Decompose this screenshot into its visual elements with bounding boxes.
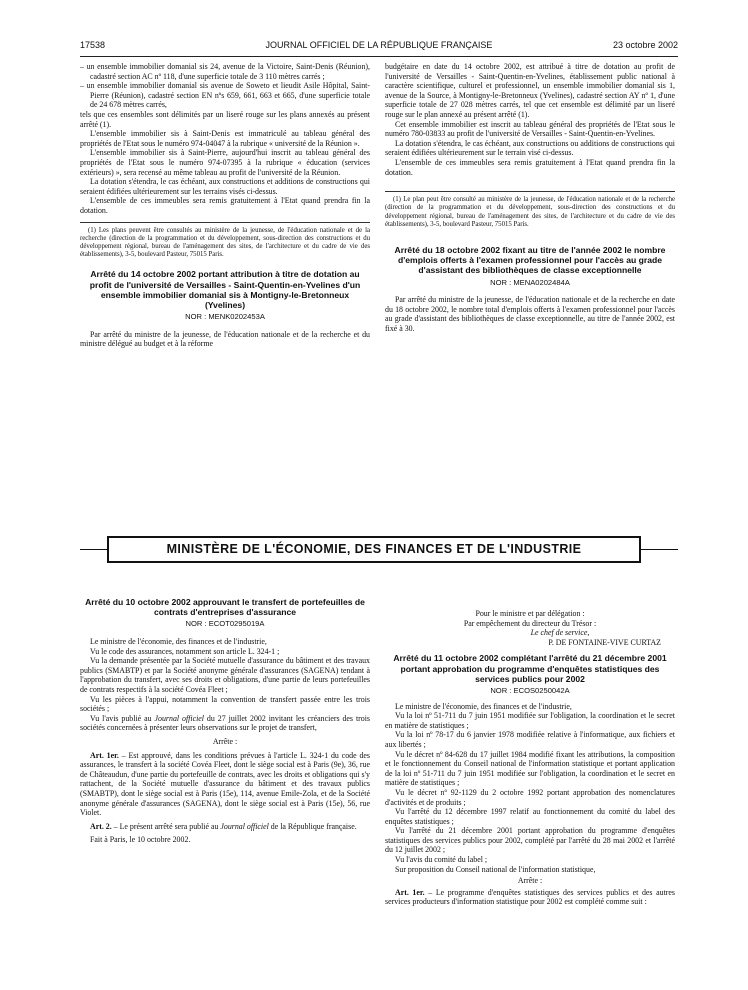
arrete-title: Arrêté du 10 octobre 2002 approuvant le transfert de portefeuilles de contrats d'entreprises d'assurance xyxy=(85,597,365,618)
text: – Le présent arrêté sera publié au xyxy=(111,821,221,831)
arrete-title: Arrêté du 11 octobre 2002 complétant l'arrêté du 21 décembre 2001 portant approbation du programme d'enquêtes statistiques des services publics pour 2002 xyxy=(393,653,667,684)
paragraph: L'ensemble immobilier sis à Saint-Pierre, aujourd'hui inscrit au tableau général des propriétés de l'Etat sous le numéro 974-07395 à la rubrique « éducation (services extérieurs) », sera recensé au même tableau au profit de l'université de la Réunion. xyxy=(80,148,370,177)
page-header xyxy=(80,40,678,54)
journal-title: JOURNAL OFFICIEL DE LA RÉPUBLIQUE FRANÇAISE xyxy=(265,40,493,50)
page-number: 17538 xyxy=(80,40,106,50)
paragraph: Vu l'arrêté du 21 décembre 2001 portant approbation du programme d'enquêtes statistiques des services publics pour 2002, complété par l'arrêté du 28 mai 2002 et l'arrêté du 12 juillet 2002 ; xyxy=(385,826,675,855)
paragraph: Vu la loi nº 78-17 du 6 janvier 1978 modifiée relative à l'informatique, aux fichiers et aux libertés ; xyxy=(385,730,675,749)
article-1 xyxy=(80,751,370,818)
paragraph: Cet ensemble immobilier est inscrit au tableau général des propriétés de l'Etat sous le numéro 780-03833 au profit de l'université de Versailles - Saint-Quentin-en-Yvelines. xyxy=(385,119,675,139)
paragraph: La dotation s'étendra, le cas échéant, aux constructions ou additions de constructions qui seraient édifiées ultérieurement sur le terrain visé ci-dessus. xyxy=(385,138,675,158)
paragraph: tels que ces ensembles sont délimités par un liseré rouge sur les plans annexés au présent arrêté (1). xyxy=(80,109,370,129)
ministry-banner: MINISTÈRE DE L'ÉCONOMIE, DES FINANCES ET DE L'INDUSTRIE xyxy=(107,536,641,563)
paragraph: Sur proposition du Conseil national de l'information statistique, xyxy=(395,864,596,874)
journal-reference: Journal officiel xyxy=(154,713,204,723)
arrete-word: Arrête : xyxy=(212,736,238,746)
nor-reference: NOR : MENA0202484A xyxy=(490,277,570,287)
signature-role: Le chef de service, xyxy=(530,628,590,638)
footnote-separator xyxy=(385,191,675,192)
nor-reference: NOR : MENK0202453A xyxy=(185,312,265,322)
signature-line: Par empêchement du directeur du Trésor : xyxy=(463,618,597,628)
issue-date: 23 octobre 2002 xyxy=(612,40,678,50)
paragraph: Vu les pièces à l'appui, notamment la convention de transfert passée entre les trois sociétés ; xyxy=(80,694,370,714)
footnote: (1) Les plans peuvent être consultés au ministère de la jeunesse, de l'éducation nationale et de la recherche (direction de la programmation et du développement, sous-direction des constructions et du développement régional, bureau de l'aménagement des sites, de l'architecture et du cadre de vie des établissements), 3-5, boulevard Pasteur, 75015 Paris. xyxy=(80,226,370,259)
paragraph: La dotation s'étendra, le cas échéant, aux constructions et additions de constructions qui seraient édifiées ultérieurement sur les terrains visés ci-dessus. xyxy=(80,177,370,196)
paragraph: Vu le décret nº 92-1129 du 2 octobre 1992 portant approbation des nomenclatures d'activités et de produits ; xyxy=(385,787,675,807)
list-item: – un ensemble immobilier domanial sis avenue de Soweto et lieudit Asile Hôpital, Saint-Pierre (Réunion), cadastré section EN nºs 659, 661, 663 et 665, d'une superficie totale de 24 678 mètres carrés, xyxy=(80,81,370,110)
text: – Le programme d'enquêtes statistiques des services publics et des autres services producteurs d'information statistique pour 2002 est complété comme suit : xyxy=(385,887,675,907)
article-label: Art. 1er. xyxy=(90,750,119,760)
text: – Est approuvé, dans les conditions prévues à l'article L. 324-1 du code des assurances, le transfert à la société Covéa Fleet, dont le siège social est à Paris (9e), 36, rue de Châteaudun, d'une partie du portefeuille de contrats, avec les droits et obligations qui s'y rattachent, de la Société mutuelle d'assurance du bâtiment et des travaux publics (SMABTP), dont le siège social est à Paris (15e), 114, avenue Emile-Zola, et de la Société anonyme générale d'assurances (SAGENA), dont le siège social est à Paris (15e), 56, rue Violet. xyxy=(80,750,370,818)
paragraph: budgétaire en date du 14 octobre 2002, est attribué à titre de dotation au profit de l'université de Versailles - Saint-Quentin-en-Yvelines, établissement public national à caractère scientifique, culturel et professionnel, un ensemble immobilier domanial sis 1, avenue de la Source, à Montigny-le-Bretonneux (Yvelines), cadastré section AY nº 1, d'une superficie totale de 27 028 mètres carrés, tel que cet ensemble est délimité par un liseré rouge sur le plan annexé au présent arrêté (1). xyxy=(385,62,675,119)
arrete-title: Arrêté du 14 octobre 2002 portant attribution à titre de dotation au profit de l'université de Versailles - Saint-Quentin-en-Yvelines d'un ensemble immobilier domanial sis à Montigny-le-Bretonneux (Yvelines) xyxy=(89,269,361,310)
text: Vu l'avis publié au xyxy=(90,713,155,723)
footnote-separator xyxy=(80,222,370,223)
nor-reference: NOR : ECOT0295019A xyxy=(185,619,265,629)
paragraph: L'ensemble immobilier sis à Saint-Denis est immatriculé au tableau général des propriétés de l'Etat sous le numéro 974-04047 à la rubrique « université de la Réunion ». xyxy=(80,129,370,148)
paragraph: Vu le décret nº 84-628 du 17 juillet 1984 modifié fixant les attributions, la composition et le fonctionnement du Conseil national de l'information statistique et portant application de la loi nº 51-711 du 7 juin 1951 modifiée sur l'obligation, la coordination et le secret en matière de statistiques ; xyxy=(385,749,675,788)
left-column-bottom xyxy=(80,597,370,845)
paragraph: L'ensemble de ces immeubles sera remis gratuitement à l'Etat quand prendra fin la dotation. xyxy=(385,157,675,177)
paragraph: Vu le code des assurances, notamment son article L. 324-1 ; xyxy=(90,646,280,656)
article-label: Art. 2. xyxy=(90,821,112,831)
header-rule xyxy=(80,56,678,57)
article-1 xyxy=(385,888,675,907)
paragraph: Vu l'avis du comité du label ; xyxy=(395,855,488,865)
article-2 xyxy=(80,822,370,832)
paragraph: L'ensemble de ces immeubles sera remis gratuitement à l'Etat quand prendra fin la dotation. xyxy=(80,196,370,215)
journal-reference: Journal officiel xyxy=(220,821,269,831)
paragraph: Vu l'arrêté du 12 décembre 1997 relatif au fonctionnement du comité du label des enquêtes statistiques ; xyxy=(385,807,675,826)
article-label: Art. 1er. xyxy=(395,887,425,897)
left-column-top xyxy=(80,62,370,349)
paragraph: Par arrêté du ministre de la jeunesse, de l'éducation nationale et de la recherche en date du 18 octobre 2002, le nombre total d'emplois offerts à l'examen professionnel pour l'accès au grade d'assistant des bibliothèques de classe exceptionnelle, au titre de l'année 2002, est fixé à 30. xyxy=(385,295,675,333)
arrete-title: Arrêté du 18 octobre 2002 fixant au titre de l'année 2002 le nombre d'emplois offerts à l'examen professionnel pour l'accès au grade d'assistant des bibliothèques de classe exceptionnelle xyxy=(394,244,666,276)
paragraph: Le ministre de l'économie, des finances et de l'industrie, xyxy=(395,701,572,711)
text: de la République française. xyxy=(268,821,357,831)
arrete-word: Arrête : xyxy=(517,876,543,886)
banner-rule-left xyxy=(80,549,107,550)
signature-name: P. DE FONTAINE-VIVE CURTAZ xyxy=(548,637,661,647)
footnote: (1) Le plan peut être consulté au ministère de la jeunesse, de l'éducation nationale et de la recherche (direction de la programmation et du développement, sous-direction des constructions et du développement régional, bureau de l'aménagement des sites, de l'architecture et du cadre de vie des établissements), 3-5, boulevard Pasteur, 75015 Paris. xyxy=(385,196,675,228)
paragraph: Vu la demande présentée par la Société mutuelle d'assurance du bâtiment et des travaux publics (SMABTP) et par la Société anonyme générale d'assurances (SAGENA) tendant à l'approbation du transfert, avec ses droits et obligations, d'une partie de leurs portefeuilles de contrats respectifs à la société Covéa Fleet ; xyxy=(80,656,370,694)
right-column-bottom xyxy=(385,597,675,907)
paragraph: Vu la loi nº 51-711 du 7 juin 1951 modifiée sur l'obligation, la coordination et le secret en matière de statistiques ; xyxy=(385,711,675,730)
nor-reference: NOR : ECOS0250042A xyxy=(490,685,570,695)
done-at: Fait à Paris, le 10 octobre 2002. xyxy=(90,835,191,845)
text: du 27 juillet 2002 invitant les créanciers des trois sociétés concernées à présenter leurs observations sur le projet de transfert, xyxy=(80,713,370,733)
paragraph xyxy=(80,714,370,733)
signature-line: Pour le ministre et par délégation : xyxy=(475,609,585,618)
banner-rule-right xyxy=(641,549,678,550)
paragraph: Par arrêté du ministre de la jeunesse, de l'éducation nationale et de la recherche et du ministre délégué au budget et à la réforme xyxy=(80,329,370,349)
list-item: – un ensemble immobilier domanial sis 24, avenue de la Victoire, Saint-Denis (Réunion), cadastré section AC nº 118, d'une superficie totale de 3 110 mètres carrés ; xyxy=(80,62,370,81)
paragraph: Le ministre de l'économie, des finances et de l'industrie, xyxy=(90,637,267,646)
signature-line xyxy=(385,628,675,638)
right-column-top xyxy=(385,62,675,334)
